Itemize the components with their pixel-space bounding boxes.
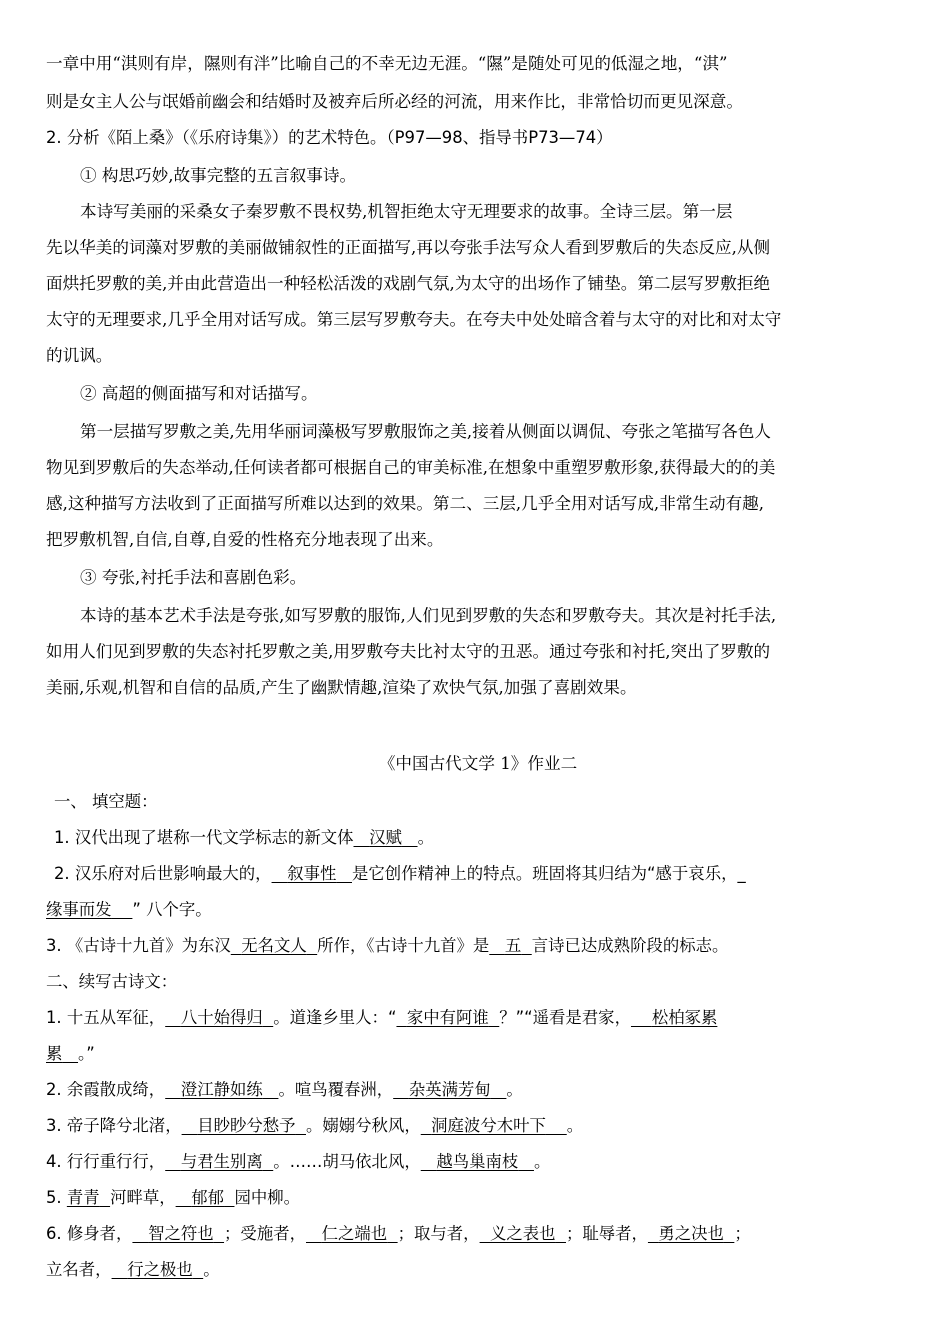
paragraph-line: 太守的无理要求,几乎全用对话写成。第三层写罗敷夸夫。在夸夫中处处暗含着与太守的对比和对太守: [46, 310, 782, 329]
paragraph-line: 第一层描写罗敷之美,先用华丽词藻极写罗敷服饰之美,接着从侧面以调侃、夸张之笔描写各色人: [80, 422, 771, 441]
poem-item-4: 4. 行行重行行， 与君生别离 。……胡马依北风， 越鸟巢南枝 。: [46, 1152, 551, 1171]
fill-item-1: 1. 汉代出现了堪称一代文学标志的新文体 汉赋 。: [54, 828, 434, 847]
answer-blank: 累: [46, 1044, 63, 1063]
answer-blank: 青青: [66, 1188, 100, 1207]
answer-blank: 汉赋: [369, 828, 402, 847]
answer-blank: 无名文人: [241, 936, 307, 955]
fill-item-2-continued: 缘事而发 ” 八个字。: [46, 900, 212, 919]
answer-blank: 松柏冢累: [651, 1008, 718, 1027]
paragraph-line: 面烘托罗敷的美,并由此营造出一种轻松活泼的戏剧气氛,为太守的出场作了铺垫。第二层写罗敷拒绝: [46, 274, 771, 293]
paragraph-line: 本诗的基本艺术手法是夸张,如写罗敷的服饰,人们见到罗敷的失态和罗敷夸夫。其次是衬托手法,: [80, 606, 777, 625]
answer-blank: 杂英满芳甸: [408, 1080, 491, 1099]
paragraph-line: 则是女主人公与氓婚前幽会和结婚时及被弃后所必经的河流，用来作比，非常恰切而更见深意。: [46, 92, 743, 111]
fill-item-3: 3. 《古诗十九首》为东汉 无名文人 所作，《古诗十九首》是 五 言诗已达成熟阶段的标志。: [46, 936, 729, 955]
paragraph-line: 先以华美的词藻对罗敷的美丽做铺叙性的正面描写,再以夸张手法写众人看到罗敷后的失态反应,从侧: [46, 238, 771, 257]
paragraph-line: 一章中用“淇则有岸，隰则有泮”比喻自己的不幸无边无涯。“隰”是随处可见的低湿之地，“淇”: [46, 54, 728, 73]
answer-blank: 勇之决也: [658, 1224, 724, 1243]
poem-item-1: 1. 十五从军征， 八十始得归 。道逢乡里人：“ 家中有阿谁 ？”“遥看是君家， 松柏冢累: [46, 1008, 718, 1027]
paragraph-line: 把罗敷机智,自信,自尊,自爱的性格充分地表现了出来。: [46, 530, 444, 549]
answer-blank: 八十始得归: [180, 1008, 263, 1027]
poem-item-3: 3. 帝子降兮北渚， 目眇眇兮愁予 。嫋嫋兮秋风， 洞庭波兮木叶下 。: [46, 1116, 584, 1135]
answer-blank: 五: [504, 936, 522, 955]
answer-blank: 洞庭波兮木叶下: [431, 1116, 546, 1135]
paragraph-line: 感,这种描写方法收到了正面描写所难以达到的效果。第二、三层,几乎全用对话写成,非常生动有趣,: [46, 494, 765, 513]
poem-item-1-continued: 累 。”: [46, 1044, 95, 1063]
answer-blank: 越鸟巢南枝: [436, 1152, 519, 1171]
answer-blank: 澄江静如练: [180, 1080, 263, 1099]
answer-blank: 行之极也: [127, 1260, 193, 1279]
answer-blank: 目眇眇兮愁予: [197, 1116, 296, 1135]
point-2-heading: ② 高超的侧面描写和对话描写。: [80, 384, 318, 403]
paragraph-line: 的讥讽。: [46, 346, 113, 365]
question-2-heading: 2. 分析《陌上桑》（《乐府诗集》）的艺术特色。（P97—98、指导书P73—74）: [46, 128, 613, 147]
answer-blank: 仁之端也: [321, 1224, 388, 1243]
assignment-title: 《中国古代文学 1》作业二: [378, 754, 578, 773]
paragraph-line: 本诗写美丽的采桑女子秦罗敷不畏权势,机智拒绝太守无理要求的故事。全诗三层。第一层: [80, 202, 733, 221]
section-heading-fill-blank: 一、 填空题：: [54, 792, 158, 811]
answer-blank: 缘事而发: [46, 900, 112, 919]
section-heading-continue-poems: 二、续写古诗文：: [46, 972, 178, 991]
fill-item-2: 2. 汉乐府对后世影响最大的， 叙事性 是它创作精神上的特点。班固将其归结为“感于哀乐，_: [54, 864, 746, 883]
paragraph-line: 如用人们见到罗敷的失态衬托罗敷之美,用罗敷夸夫比衬太守的丑恶。通过夸张和衬托,突出了罗敷的: [46, 642, 771, 661]
poem-item-5: 5. 青青 河畔草， 郁郁 园中柳。: [46, 1188, 301, 1207]
answer-blank: 叙事性: [287, 864, 337, 883]
point-3-heading: ③ 夸张,衬托手法和喜剧色彩。: [80, 568, 307, 587]
poem-item-6: 6. 修身者， 智之符也 ；受施者， 仁之端也 ；取与者， 义之表也 ；耻辱者， 勇之决也 ；: [46, 1224, 751, 1243]
point-1-heading: ① 构思巧妙,故事完整的五言叙事诗。: [80, 166, 357, 185]
answer-blank: 与君生别离: [180, 1152, 263, 1171]
paragraph-line: 美丽,乐观,机智和自信的品质,产生了幽默情趣,渲染了欢快气氛,加强了喜剧效果。: [46, 678, 637, 697]
answer-blank: 家中有阿谁: [406, 1008, 489, 1027]
poem-item-2: 2. 余霞散成绮， 澄江静如练 。喧鸟覆春洲， 杂英满芳甸 。: [46, 1080, 523, 1099]
answer-blank: 郁郁: [191, 1188, 225, 1207]
answer-blank: 义之表也: [490, 1224, 556, 1243]
paragraph-line: 物见到罗敷后的失态举动,任何读者都可根据自己的审美标准,在想象中重塑罗敷形象,获得最大的的美: [46, 458, 776, 477]
answer-blank: 智之符也: [148, 1224, 214, 1243]
poem-item-6-continued: 立名者， 行之极也 。: [46, 1260, 220, 1279]
